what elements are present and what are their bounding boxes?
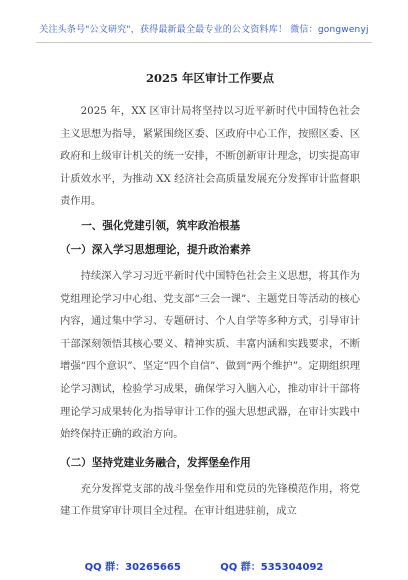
header-divider: [36, 42, 372, 43]
document-title: 2025 年区审计工作要点: [145, 71, 274, 85]
subsection-heading-1: （一）深入学习思想理论，提升政治素养: [60, 243, 251, 256]
subsection-1-paragraph: 持续深入学习习近平新时代中国特色社会主义思想，将其作为党组理论学习中心组、党支部“三会一课”、主题党日等活动的核心内容，通过集中学习、专题研讨、个人自学等多种方式，引导审计干部深刻领悟其核心要义、精神实质、丰富内涵和实践要求，不断增强“四个意识”、坚定“四个自信”、做到“两个维护”。定期组织理论学习测试，检验学习成果，确保学习入脑入心，推动审计干部将理论学习成果转化为指导审计工作的强大思想武器，在审计实践中始终保持正确的政治方向。: [60, 269, 360, 441]
promo-banner: 关注头条号"公文研究"，获得最新最全最专业的公文资料库！ 微信：gongwenyj: [39, 25, 369, 35]
section-heading-1: 一、强化党建引领，筑牢政治根基: [81, 219, 241, 232]
subsection-2-paragraph: 充分发挥党支部的战斗堡垒作用和党员的先锋模范作用，将党建工作贯穿审计项目全过程。在审计组进驻前，成立: [60, 482, 360, 518]
qq-group-1: QQ 群：30265665: [84, 562, 181, 573]
subsection-heading-2: （二）坚持党建业务融合，发挥堡垒作用: [60, 456, 251, 469]
intro-paragraph: 2025 年，XX 区审计局将坚持以习近平新时代中国特色社会主义思想为指导，紧紧围绕区委、区政府中心工作，按照区委、区政府和上级审计机关的统一安排，不断创新审计理念，切实提高审计质效水平，为推动 XX 经济社会高质量发展充分发挥审计监督职责作用。: [60, 105, 360, 208]
qq-group-2: QQ 群：535304092: [220, 562, 324, 573]
document-body: [60, 70, 360, 523]
footer-contact: [0, 558, 408, 573]
